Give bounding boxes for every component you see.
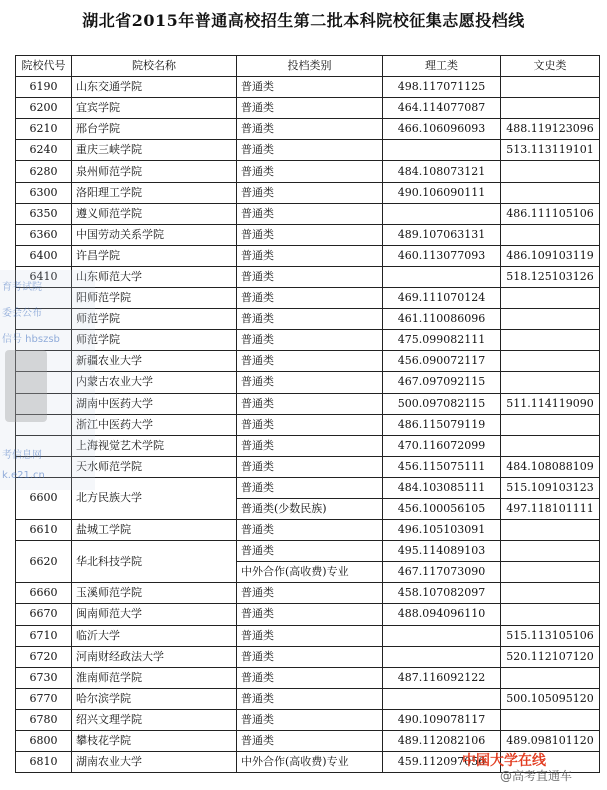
school-code-cell: 6730: [16, 667, 72, 688]
school-name-cell: 攀枝花学院: [72, 731, 237, 752]
science-score-cell: [383, 688, 501, 709]
table-row: [16, 646, 600, 667]
liberal-score-cell: 486.109103119: [501, 245, 600, 266]
liberal-score-cell: 488.119123096: [501, 119, 600, 140]
table-row: [16, 266, 600, 287]
science-score-cell: 488.094096110: [383, 604, 501, 625]
school-name-cell: 师范学院: [72, 330, 237, 351]
watermark-line: 委会公布: [2, 308, 42, 319]
category-cell: 普通类: [237, 667, 383, 688]
table-row: [16, 477, 600, 498]
science-score-cell: 458.107082097: [383, 583, 501, 604]
brand-watermark: 中国大学在线: [462, 753, 546, 769]
liberal-score-cell: [501, 182, 600, 203]
school-name-cell: 洛阳理工学院: [72, 182, 237, 203]
school-code-cell: 6360: [16, 224, 72, 245]
liberal-score-cell: [501, 98, 600, 119]
liberal-score-cell: [501, 414, 600, 435]
school-name-cell: 重庆三峡学院: [72, 140, 237, 161]
liberal-score-cell: [501, 520, 600, 541]
table-row: [16, 393, 600, 414]
school-code-cell: 6610: [16, 520, 72, 541]
liberal-score-cell: 511.114119090: [501, 393, 600, 414]
liberal-score-cell: 486.111105106: [501, 203, 600, 224]
watermark-line: 育考试院: [2, 282, 42, 293]
liberal-score-cell: [501, 161, 600, 182]
table-row: [16, 667, 600, 688]
science-score-cell: 489.112082106: [383, 731, 501, 752]
liberal-score-cell: [501, 604, 600, 625]
science-score-cell: 460.113077093: [383, 245, 501, 266]
school-code-cell: 6350: [16, 203, 72, 224]
category-cell: 普通类: [237, 583, 383, 604]
liberal-score-cell: [501, 583, 600, 604]
table-row: [16, 414, 600, 435]
school-code-cell: 6800: [16, 731, 72, 752]
science-score-cell: 490.106090111: [383, 182, 501, 203]
category-cell: 普通类: [237, 224, 383, 245]
school-code-cell: 6190: [16, 77, 72, 98]
school-name-cell: 哈尔滨学院: [72, 688, 237, 709]
weibo-watermark: @高考直通车: [500, 769, 573, 783]
school-name-cell: 山东师范大学: [72, 266, 237, 287]
science-score-cell: 459.112097056: [383, 752, 501, 773]
category-cell: 普通类: [237, 119, 383, 140]
table-row: [16, 456, 600, 477]
category-cell: 普通类: [237, 372, 383, 393]
category-cell: 普通类: [237, 309, 383, 330]
school-code-cell: 6300: [16, 182, 72, 203]
school-code-cell: 6280: [16, 161, 72, 182]
liberal-score-cell: [501, 372, 600, 393]
school-name-cell: 临沂大学: [72, 625, 237, 646]
science-score-cell: [383, 646, 501, 667]
table-row: [16, 604, 600, 625]
category-cell: 普通类: [237, 140, 383, 161]
table-row: [16, 351, 600, 372]
category-cell: 普通类: [237, 266, 383, 287]
category-cell: 普通类: [237, 393, 383, 414]
science-score-cell: 456.100056105: [383, 498, 501, 519]
science-score-cell: 496.105103091: [383, 520, 501, 541]
table-row: [16, 330, 600, 351]
category-cell: 普通类: [237, 688, 383, 709]
school-name-cell: 绍兴文理学院: [72, 709, 237, 730]
science-score-cell: 461.110086096: [383, 309, 501, 330]
school-code-cell: 6620: [16, 541, 72, 583]
liberal-score-cell: [501, 667, 600, 688]
liberal-score-cell: [501, 77, 600, 98]
left-watermark: [0, 270, 95, 490]
school-name-cell: 盐城工学院: [72, 520, 237, 541]
category-cell: 普通类: [237, 625, 383, 646]
school-name-cell: 上海视觉艺术学院: [72, 435, 237, 456]
liberal-score-cell: 497.118101111: [501, 498, 600, 519]
school-name-cell: 师范学院: [72, 309, 237, 330]
liberal-score-cell: 513.113119101: [501, 140, 600, 161]
school-code-cell: 6660: [16, 583, 72, 604]
liberal-score-cell: [501, 562, 600, 583]
school-name-cell: 邢台学院: [72, 119, 237, 140]
school-name-cell: 湖南中医药大学: [72, 393, 237, 414]
science-score-cell: [383, 625, 501, 646]
table-row: [16, 731, 600, 752]
category-cell: 普通类: [237, 245, 383, 266]
science-score-cell: 469.111070124: [383, 288, 501, 309]
category-cell: 普通类: [237, 203, 383, 224]
category-cell: 普通类: [237, 477, 383, 498]
table-row: [16, 372, 600, 393]
science-score-cell: 467.097092115: [383, 372, 501, 393]
science-score-cell: 487.116092122: [383, 667, 501, 688]
school-code-cell: 6780: [16, 709, 72, 730]
watermark-line: 信号 hbszsb: [2, 334, 60, 345]
header-science: 理工类: [383, 56, 501, 77]
school-name-cell: 阳师范学院: [72, 288, 237, 309]
science-score-cell: 489.107063131: [383, 224, 501, 245]
science-score-cell: 495.114089103: [383, 541, 501, 562]
school-name-cell: 宜宾学院: [72, 98, 237, 119]
school-name-cell: 闽南师范大学: [72, 604, 237, 625]
table-row: [16, 625, 600, 646]
school-name-cell: 华北科技学院: [72, 541, 237, 583]
table-row: [16, 98, 600, 119]
school-code-cell: 6240: [16, 140, 72, 161]
table-row: [16, 161, 600, 182]
liberal-score-cell: [501, 330, 600, 351]
liberal-score-cell: [501, 224, 600, 245]
table-row: [16, 140, 600, 161]
table-row: [16, 77, 600, 98]
category-cell: 普通类: [237, 351, 383, 372]
science-score-cell: 498.117071125: [383, 77, 501, 98]
liberal-score-cell: 520.112107120: [501, 646, 600, 667]
category-cell: 普通类: [237, 731, 383, 752]
school-name-cell: 浙江中医药大学: [72, 414, 237, 435]
liberal-score-cell: 515.109103123: [501, 477, 600, 498]
science-score-cell: 484.103085111: [383, 477, 501, 498]
table-row: [16, 245, 600, 266]
school-code-cell: 6720: [16, 646, 72, 667]
category-cell: 中外合作(高收费)专业: [237, 562, 383, 583]
watermark-line: k.e21.cn: [2, 470, 45, 481]
school-name-cell: 内蒙古农业大学: [72, 372, 237, 393]
school-name-cell: 许昌学院: [72, 245, 237, 266]
school-code-cell: 6770: [16, 688, 72, 709]
science-score-cell: [383, 140, 501, 161]
category-cell: 普通类: [237, 435, 383, 456]
watermark-line: 考信息网: [2, 450, 42, 461]
table-row: [16, 688, 600, 709]
science-score-cell: 475.099082111: [383, 330, 501, 351]
category-cell: 普通类: [237, 182, 383, 203]
school-code-cell: 6670: [16, 604, 72, 625]
liberal-score-cell: [501, 709, 600, 730]
school-name-cell: 湖南农业大学: [72, 752, 237, 773]
category-cell: 普通类: [237, 456, 383, 477]
science-score-cell: 466.106096093: [383, 119, 501, 140]
school-code-cell: 6200: [16, 98, 72, 119]
table-row: [16, 709, 600, 730]
science-score-cell: 467.117073090: [383, 562, 501, 583]
science-score-cell: 464.114077087: [383, 98, 501, 119]
table-row: [16, 203, 600, 224]
category-cell: 普通类: [237, 414, 383, 435]
category-cell: 普通类: [237, 604, 383, 625]
science-score-cell: 484.108073121: [383, 161, 501, 182]
school-code-cell: 6410: [16, 266, 72, 287]
science-score-cell: 456.090072117: [383, 351, 501, 372]
school-code-cell: 6710: [16, 625, 72, 646]
table-row: [16, 435, 600, 456]
table-row: [16, 541, 600, 562]
school-name-cell: 淮南师范学院: [72, 667, 237, 688]
school-name-cell: 新疆农业大学: [72, 351, 237, 372]
science-score-cell: 470.116072099: [383, 435, 501, 456]
school-name-cell: 山东交通学院: [72, 77, 237, 98]
liberal-score-cell: [501, 309, 600, 330]
table-row: [16, 119, 600, 140]
header-liberal: 文史类: [501, 56, 600, 77]
category-cell: 普通类: [237, 161, 383, 182]
table-row: [16, 224, 600, 245]
header-code: 院校代号: [16, 56, 72, 77]
category-cell: 普通类: [237, 520, 383, 541]
category-cell: 中外合作(高收费)专业: [237, 752, 383, 773]
school-name-cell: 泉州师范学院: [72, 161, 237, 182]
school-name-cell: 天水师范学院: [72, 456, 237, 477]
school-name-cell: 北方民族大学: [72, 477, 237, 519]
school-code-cell: 6810: [16, 752, 72, 773]
blurred-qr-code: [5, 350, 47, 422]
liberal-score-cell: [501, 541, 600, 562]
liberal-score-cell: 489.098101120: [501, 731, 600, 752]
school-code-cell: 6400: [16, 245, 72, 266]
category-cell: 普通类: [237, 288, 383, 309]
table-row: [16, 182, 600, 203]
category-cell: 普通类: [237, 541, 383, 562]
school-code-cell: 6210: [16, 119, 72, 140]
category-cell: 普通类: [237, 98, 383, 119]
header-category: 投档类别: [237, 56, 383, 77]
science-score-cell: 490.109078117: [383, 709, 501, 730]
table-row: [16, 288, 600, 309]
science-score-cell: 500.097082115: [383, 393, 501, 414]
table-row: [16, 309, 600, 330]
school-name-cell: 河南财经政法大学: [72, 646, 237, 667]
table-row: [16, 520, 600, 541]
science-score-cell: 456.115075111: [383, 456, 501, 477]
science-score-cell: 486.115079119: [383, 414, 501, 435]
school-name-cell: 玉溪师范学院: [72, 583, 237, 604]
liberal-score-cell: [501, 435, 600, 456]
category-cell: 普通类: [237, 77, 383, 98]
liberal-score-cell: 518.125103126: [501, 266, 600, 287]
liberal-score-cell: [501, 288, 600, 309]
liberal-score-cell: 484.108088109: [501, 456, 600, 477]
school-code-cell: 6600: [16, 477, 72, 519]
table-header-row: [16, 56, 600, 77]
page-title: 湖北省2015年普通高校招生第二批本科院校征集志愿投档线: [82, 11, 525, 30]
header-name: 院校名称: [72, 56, 237, 77]
table-body: [16, 77, 600, 773]
school-name-cell: 中国劳动关系学院: [72, 224, 237, 245]
liberal-score-cell: 500.105095120: [501, 688, 600, 709]
school-name-cell: 遵义师范学院: [72, 203, 237, 224]
table-row: [16, 583, 600, 604]
science-score-cell: [383, 266, 501, 287]
category-cell: 普通类: [237, 646, 383, 667]
category-cell: 普通类: [237, 330, 383, 351]
liberal-score-cell: [501, 351, 600, 372]
admission-score-table: [15, 55, 600, 773]
liberal-score-cell: 515.113105106: [501, 625, 600, 646]
category-cell: 普通类: [237, 709, 383, 730]
category-cell: 普通类(少数民族): [237, 498, 383, 519]
science-score-cell: [383, 203, 501, 224]
